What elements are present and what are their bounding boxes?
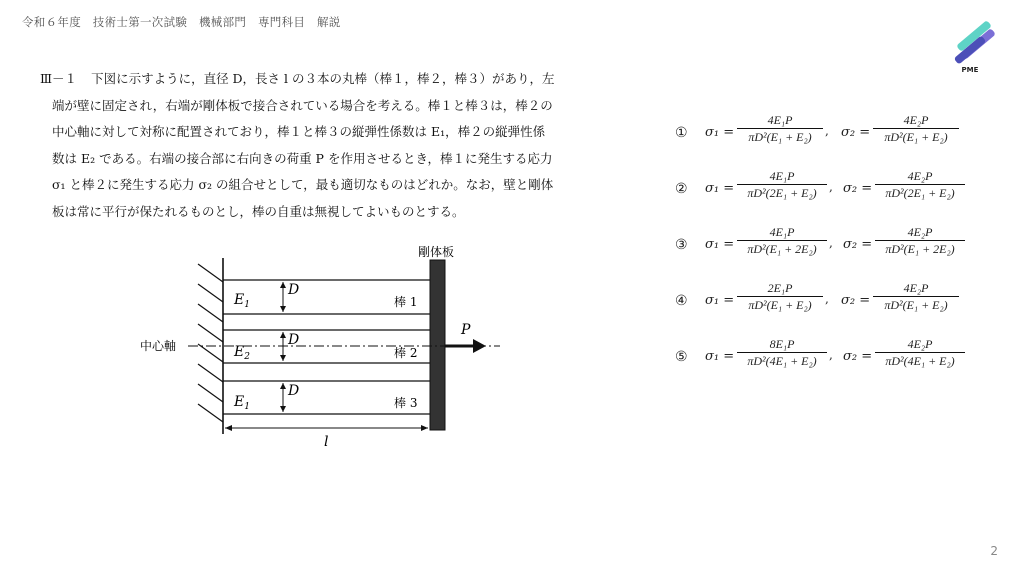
answer-number: ④ [675, 293, 688, 309]
sigma1-label: σ₁ = [705, 349, 735, 364]
sigma2-fraction: $\frac{\text{4E₂P}}{\text{πD²(E₁ + 2E₂)}}$ [875, 224, 965, 258]
question-line: Ⅲ－１ 下図に示すように，直径 D，長さ l の３本の丸棒（棒１，棒２，棒３）があり，左 [40, 71, 555, 86]
sigma2-label: σ₂ = [841, 293, 871, 308]
rod-diagram [128, 238, 528, 462]
sigma1-label: σ₁ = [705, 125, 735, 140]
sigma2-label: σ₂ = [843, 349, 873, 364]
sigma2-fraction: $\frac{\text{4E₂P}}{\text{πD²(E₁ + E₂)}}$ [873, 280, 959, 314]
sigma1-fraction: $\frac{\text{2E₁P}}{\text{πD²(E₁ + E₂)}}$ [737, 280, 823, 314]
rod-1-name: 棒 1 [394, 295, 418, 309]
sigma2-label: σ₂ = [843, 237, 873, 252]
center-axis-label: 中心軸 [140, 339, 177, 353]
logo-text: PME [961, 66, 979, 74]
answer-number: ③ [675, 237, 688, 253]
rigid-plate-label: 剛体板 [418, 245, 455, 259]
question-line: 板は常に平行が保たれるものとし，棒の自重は無視してよいものとする。 [52, 203, 465, 219]
answer-option-4[interactable]: ④ σ₁ = $\frac{\text{2E₁P}}{\text{πD²(E₁ + E₂)}}$ , σ₂ = $\frac{\text{4E₂P}}{\text{πD²(E₁ + E₂)}}$ [675, 280, 975, 330]
sigma2-label: σ₂ = [841, 125, 871, 140]
pme-logo [948, 12, 1000, 76]
question-line: 中心軸に対して対称に配置されており，棒１と棒３の縦弾性係数は E₁，棒２の縦弾性係 [52, 124, 546, 139]
diameter-label: D [288, 383, 300, 399]
question-line: 端が壁に固定され，右端が剛体板で接合されている場合を考える。棒１と棒３は，棒２の [52, 97, 553, 113]
sigma1-fraction: $\frac{\text{4E₁P}}{\text{πD²(E₁ + 2E₂)}}$ [737, 224, 827, 258]
sigma2-fraction: $\frac{\text{4E₂P}}{\text{πD²(4E₁ + E₂)}}$ [875, 336, 965, 370]
sigma1-label: σ₁ = [705, 293, 735, 308]
sigma1-fraction: $\frac{\text{4E₁P}}{\text{πD²(2E₁ + E₂)}}$ [737, 168, 827, 202]
answer-number: ⑤ [675, 349, 688, 365]
answer-option-2[interactable]: ② σ₁ = $\frac{\text{4E₁P}}{\text{πD²(2E₁ + E₂)}}$ , σ₂ = $\frac{\text{4E₂P}}{\text{πD²(2E₁ + E₂)}}$ [675, 168, 975, 218]
page-number: 2 [990, 544, 998, 558]
question-line: σ₁ と棒２に発生する応力 σ₂ の組合せとして，最も適切なものはどれか。なお，壁と剛体 [52, 177, 554, 192]
rod-3-modulus: $E_1$ [234, 394, 250, 412]
question-block [40, 66, 610, 225]
rod-2-modulus: $E_2$ [234, 344, 250, 362]
answer-number: ① [675, 125, 688, 141]
rod-3-name: 棒 3 [394, 396, 418, 410]
question-line: 数は E₂ である。右端の接合部に右向きの荷重 P を作用させるとき，棒１に発生する応力 [52, 150, 553, 166]
sigma2-fraction: $\frac{\text{4E₂P}}{\text{πD²(E₁ + E₂)}}$ [873, 112, 959, 146]
sigma1-fraction: $\frac{\text{4E₁P}}{\text{πD²(E₁ + E₂)}}$ [737, 112, 823, 146]
load-label: P [461, 322, 471, 338]
diameter-label: D [288, 332, 300, 348]
wall-hatching [198, 264, 223, 422]
sigma2-fraction: $\frac{\text{4E₂P}}{\text{πD²(2E₁ + E₂)}}$ [875, 168, 965, 202]
rod-2-name: 棒 2 [394, 346, 418, 360]
answer-option-3[interactable]: ③ σ₁ = $\frac{\text{4E₁P}}{\text{πD²(E₁ + 2E₂)}}$ , σ₂ = $\frac{\text{4E₂P}}{\text{πD²(E₁ + 2E₂)}}$ [675, 224, 975, 274]
sigma1-fraction: $\frac{\text{8E₁P}}{\text{πD²(4E₁ + E₂)}}$ [737, 336, 827, 370]
rigid-plate [430, 260, 445, 430]
header-title: 令和６年度 技術士第一次試験 機械部門 専門科目 解説 [22, 15, 341, 29]
logo-icon [948, 12, 1000, 66]
sigma1-label: σ₁ = [705, 181, 735, 196]
load-arrow-head [473, 339, 486, 353]
answer-option-1[interactable]: ① σ₁ = $\frac{\text{4E₁P}}{\text{πD²(E₁ + E₂)}}$ , σ₂ = $\frac{\text{4E₂P}}{\text{πD²(E₁ + E₂)}}$ [675, 112, 975, 162]
rod-1-modulus: $E_1$ [234, 292, 250, 310]
question-number: Ⅲ－１ [40, 71, 78, 86]
length-label: l [324, 434, 329, 450]
diagram-svg [128, 238, 528, 458]
sigma2-label: σ₂ = [843, 181, 873, 196]
diameter-label: D [288, 282, 300, 298]
sigma1-label: σ₁ = [705, 237, 735, 252]
answer-option-5[interactable]: ⑤ σ₁ = $\frac{\text{8E₁P}}{\text{πD²(4E₁ + E₂)}}$ , σ₂ = $\frac{\text{4E₂P}}{\text{πD²(4E₁ + E₂)}}$ [675, 336, 975, 386]
answer-number: ② [675, 181, 688, 197]
